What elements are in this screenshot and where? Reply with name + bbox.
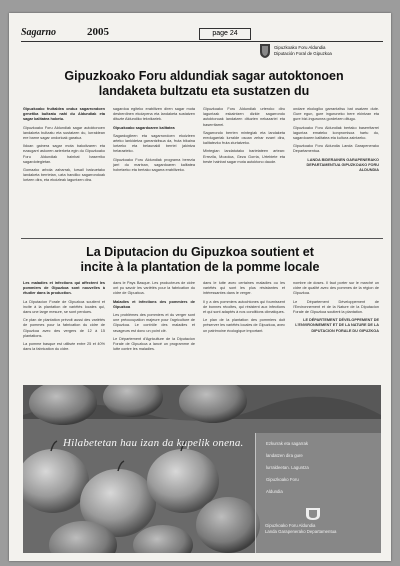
paragraph: dans le lutte avec certaines maladies ou les variétés qui sont les plus résistantes et intéressantes dans le verger. [203, 281, 285, 296]
photo-caption: Hilabetetan hau izan da kupelik onena. [63, 437, 244, 449]
subheading: Les maladies et infections qui affectent les pommiers de Gipuzkoa sont nouvelles à étudier dans la production. [23, 281, 105, 296]
crest-icon [305, 507, 321, 521]
french-column-1 [23, 281, 105, 381]
paragraph: Gipuzkoako Foru Aldundiak programa berezia jarri du martxan, sagardoaren kalitatea hobetzeko eta bertako sagarra erabiltzeko. [113, 157, 195, 173]
photo-box-line: landatzen dira gure [266, 453, 303, 458]
basque-headline [39, 69, 369, 99]
photo-box-line: lurraldeetan. Laguntza [266, 465, 309, 470]
paragraph: Ildoan gainera sagar mota bakoitzaren eta ezaugarri askoren azterketa egin du Gipuzkoako Foru Aldundiak hainbat baserriko sagardotegietan. [23, 144, 105, 164]
french-column-2 [113, 281, 195, 381]
paragraph: Gipuzkoako Foru Aldundiak sagar autoktonoen landaketa bultzatu eta sustatzen du, lurraldean ere barne sagar ondorioak garatuz. [23, 125, 105, 141]
masthead-title: Sagarno [21, 27, 57, 38]
french-column-3 [203, 281, 285, 381]
paragraph: sagardoa egiteko erabiltzen diren sagar mota desberdinen ekoizpena eta landaketa sustatzen dituzte Aldundiko teknikariek. [113, 107, 195, 122]
photo-box-line: Ezkurrak eta sagarrak [266, 441, 309, 446]
photo-box-line: Gipuzkoako Foru [266, 477, 299, 482]
paragraph: nombre de doses. Il faut porter sur le marché un cidre de qualité avec des pommes de la région de Gipuzkoa. [293, 281, 379, 296]
photo-box-line: Aldundia [266, 489, 283, 494]
apple-photo [23, 385, 381, 553]
basque-column-2 [113, 107, 195, 233]
french-column-4 [293, 281, 379, 381]
paragraph: Gipuzkoako Foru Aldundiak bertako baserritarrei laguntza emateko konpromisoa hartu du, sagardoaren kalitatea eta kultura zaintzeko. [293, 125, 379, 141]
masthead-year: 2005 [87, 26, 109, 38]
paragraph: ondare ekologiko garrantzitsu bat osatzen dute. Gure egun, gure inguruneko bere ekintzan eta gure bizi-ingurunea gordetzen ditugu. [293, 107, 379, 122]
masthead [21, 27, 383, 42]
signature: LANDA BIDERAINEN GARAPENERAKO DEPARTAMENTUA GIPUZKOAKO FORU ALDUNDIA [306, 157, 379, 173]
paragraph: Gipuzkoako Foru Aldundia Landa Garapenerako Departamentua. [293, 144, 379, 154]
basque-headline-line2: landaketa bultzatu eta sustatzen du [98, 84, 310, 98]
logo-bottom-line2: Landa Garapenerako Departamentua [265, 529, 337, 534]
paragraph: Sagardogileen eta sagarrondoen ekoizleen arteko lankidetza garrantzitsua da, fruta bikaina lortzeko eta belaunaldi berriei jakintza helarazteko. [113, 133, 195, 154]
basque-column-4 [293, 107, 379, 233]
paragraph: Le Département d'Agriculture de la Diputacion Forale de Gipuzkoa a lancé un programme de lutte contre les maladies. [113, 336, 195, 352]
basque-column-3 [203, 107, 285, 233]
paragraph: Le Département Développement de l'Environnement et de la Nature de la Diputacion Forale de Gipuzkoa soutient la plantation. [293, 299, 379, 315]
paragraph: Mintegian landatutako barietateen artean: Errezila, Mozoloa, Geza Gorria, Urtebiete eta beste hainbat sagar mota autoktono daude. [203, 149, 285, 164]
page-number-box: page 24 [199, 28, 251, 40]
basque-headline-line1: Gipuzkoako Foru aldundiak sagar autoktonoen [64, 69, 344, 83]
paragraph: Les problèmes des pommiers et du verger sont une préoccupation majeure pour l'agriculture de Gipuzkoa. Le contrôle des maladies et ravageurs est donc un point clé. [113, 313, 195, 333]
paragraph: Ce plan de plantation prévoit aussi des variétés de pommes pour la fabrication du cidre de Gipuzkoa avec des vergers de 12 à 15 plantations. [23, 318, 105, 338]
crest-icon [259, 43, 271, 59]
paragraph: Gomazko arbola zaharrak, lursail batzuetako landaketa berrietan, uzta handiko sagarrondoak lortzen dira, eta ekoizleak laguntzen dira. [23, 168, 105, 183]
logo-top-line2: Diputación Foral de Gipuzkoa [274, 51, 332, 56]
paragraph: La pomme basque est utilisée entre 25 et 40% dans la fabrication du cidre. [23, 342, 105, 352]
gipuzkoa-logo-top [259, 43, 381, 63]
subheading: Gipuzkoako fruitaldea onduz sagarrondoen genetika bultzatu nahi du Aldundiak eta sagar kalitatea hobetu. [23, 107, 105, 122]
french-headline-line2: incite à la plantation de la pomme locale [80, 260, 320, 274]
paragraph: Gipuzkoako Foru Aldundiak urteroko diru laguntzak eskaintzen dizkie sagarrondo autoktonoak landatzen dituzten nekazariei eta baserritarrei. [203, 107, 285, 127]
gipuzkoa-logo-bottom [261, 507, 371, 533]
subheading: Maladies et infections des pommiers de Gipuzkoa [113, 299, 195, 309]
french-headline [25, 245, 375, 275]
paragraph: dans le Pays Basque. Les producteurs de cidre ont pu savoir les variétés pour la fabrication du cidre de Gipuzkoa. [113, 281, 195, 296]
paragraph: Il y a des pommiers autochtones qui fournissent de bonnes récoltes, qui résistent aux infections et qui sont adaptés à nos conditions climatiques. [203, 299, 285, 315]
photo-text-box [255, 433, 381, 553]
signature: LE DÉPARTEMENT DÉVELOPPEMENT DE L'ENVIRONNEMENT ET DE LA NATURE DE LA DIPUTACION FORALE DU GIPUZKOA [295, 318, 379, 333]
paragraph: Sagarrondo berrien mintegiak eta landaketa eredugarriak lurralde osoan zehar ezarri dira, kalitatezko fruta ziurtatzeko. [203, 130, 285, 146]
section-divider [21, 238, 383, 239]
basque-column-1 [23, 107, 105, 233]
logo-bottom-line1: Gipuzkoako Foru Aldundia [265, 523, 316, 528]
french-headline-line1: La Diputacion du Gipuzkoa soutient et [86, 245, 314, 259]
subheading: Gipuzkoako sagardoaren kalitatea [113, 125, 175, 130]
newspaper-page [9, 13, 391, 561]
logo-top-line1: Gipuzkoako Foru Aldundia [274, 45, 326, 50]
paragraph: Le plan de la plantation des pommiers doit préserver les variétés locales de Gipuzkoa, avec un patrimoine écologique important. [203, 318, 285, 333]
paragraph: La Diputacion Forale de Gipuzkoa soutient et incite à la plantation de variétés locales qui, dans une large mesure, se sont perdues. [23, 299, 105, 315]
